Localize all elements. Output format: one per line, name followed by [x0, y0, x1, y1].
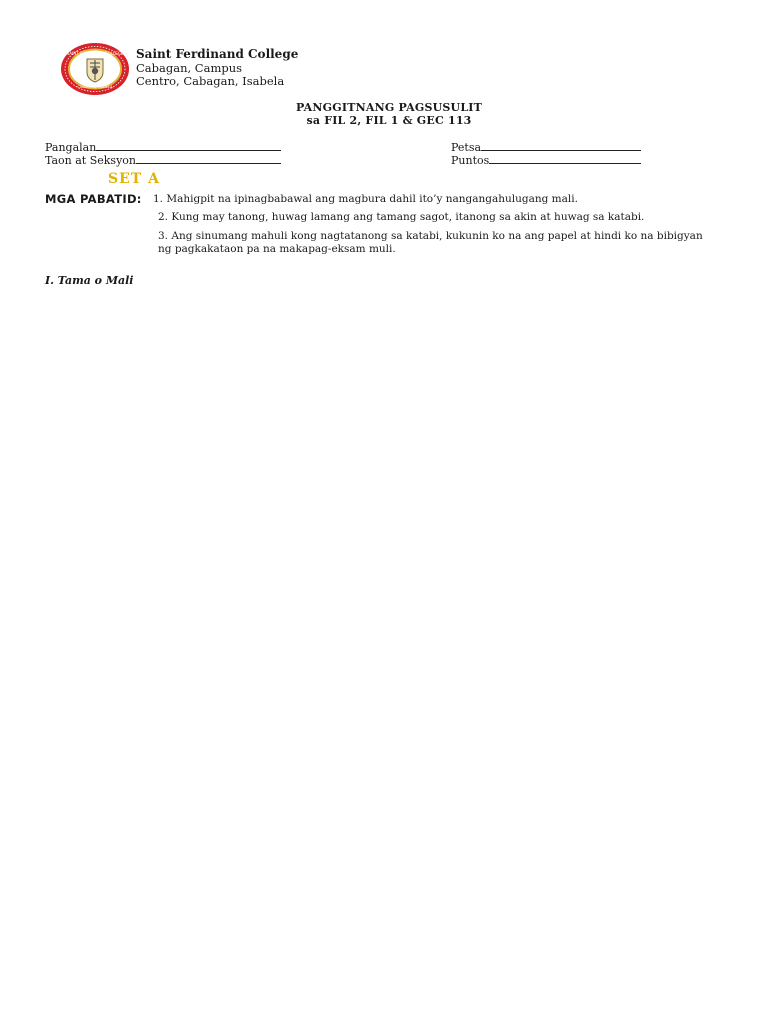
- section-title: I. Tama o Mali: [45, 274, 134, 287]
- notice-rule-3-line1: 3. Ang sinumang mahuli kong nagtatanong sa katabi, kukunin ko na ang papel at hindi ko na bibigyan: [158, 230, 703, 242]
- notice-rule-1: 1. Mahigpit na ipinagbabawal ang magbura dahil ito’y nangangahulugang mali.: [153, 193, 578, 205]
- name-field: [45, 140, 281, 154]
- year-section-field: [45, 153, 281, 167]
- school-address-line2: Centro, Cabagan, Isabela: [136, 74, 285, 88]
- date-blank[interactable]: [481, 140, 641, 151]
- svg-text:CABAGAN, ISABELA: CABAGAN, ISABELA: [77, 85, 113, 89]
- set-label: SET A: [108, 171, 160, 187]
- school-name: Saint Ferdinand College: [136, 47, 299, 61]
- school-header: [136, 48, 298, 89]
- notice-rule-2: 2. Kung may tanong, huwag lamang ang tamang sagot, itanong sa akin at huwag sa katabi.: [158, 211, 645, 223]
- exam-title-line1: PANGGITNANG PAGSUSULIT: [296, 101, 482, 114]
- date-label: Petsa: [451, 141, 482, 154]
- year-section-blank[interactable]: [136, 153, 281, 164]
- school-logo: [60, 42, 130, 96]
- name-blank[interactable]: [96, 140, 281, 151]
- svg-text:SAINT FERDINAND COLLEGE: SAINT FERDINAND COLLEGE: [66, 51, 124, 56]
- year-section-label: Taon at Seksyon: [45, 154, 136, 167]
- notice-label: MGA PABATID:: [45, 192, 142, 206]
- exam-title-line2: sa FIL 2, FIL 1 & GEC 113: [306, 114, 472, 127]
- notice-rule-3-line2: ng pagkakataon pa na makapag-eksam muli.: [158, 242, 396, 255]
- date-field: [451, 140, 641, 154]
- score-blank[interactable]: [489, 153, 641, 164]
- name-label: Pangalan: [45, 141, 97, 154]
- exam-title: [0, 101, 768, 127]
- score-field: [451, 153, 641, 167]
- school-address-line1: Cabagan, Campus: [136, 60, 243, 75]
- score-label: Puntos: [451, 154, 490, 167]
- logo-crest-icon: [87, 59, 103, 82]
- notice-rule-3: [158, 230, 738, 255]
